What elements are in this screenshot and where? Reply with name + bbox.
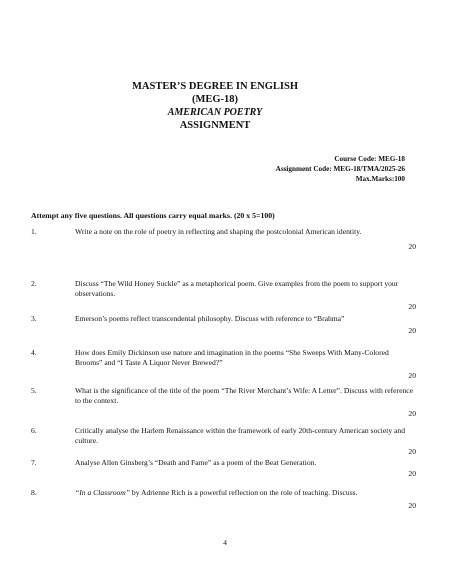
question-number: 4. — [31, 348, 37, 357]
question-item — [31, 279, 416, 314]
assignment-heading: ASSIGNMENT — [179, 120, 251, 131]
question-item — [31, 348, 416, 386]
question-marks: 20 — [408, 447, 416, 456]
question-text: Write a note on the role of poetry in reflecting and shaping the postcolonial American identity. — [75, 227, 362, 236]
question-text: Critically analyse the Harlem Renaissance within the framework of early 20th-century American society and culture. — [75, 426, 405, 445]
question-text — [75, 488, 416, 498]
page-number: 4 — [223, 538, 227, 547]
assignment-code: Assignment Code: MEG-18/TMA/2025-26 — [275, 165, 405, 173]
question-number: 7. — [31, 458, 37, 467]
document-header — [0, 80, 430, 132]
question-number: 3. — [31, 314, 37, 323]
question-text: What is the significance of the title of the poem “The River Merchant’s Wife: A Letter”. Discuss with reference to the context. — [75, 386, 413, 405]
question-number: 5. — [31, 386, 37, 395]
question-item — [31, 386, 416, 426]
question-marks: 20 — [408, 326, 416, 335]
question-number: 6. — [31, 426, 37, 435]
question-list — [31, 227, 416, 528]
question-item — [31, 488, 416, 528]
question-marks: 20 — [408, 409, 416, 418]
question-item — [31, 314, 416, 348]
course-code: Course Code: MEG-18 — [334, 155, 405, 163]
course-title: AMERICAN POETRY — [167, 107, 263, 118]
question-marks: 20 — [408, 501, 416, 510]
instructions: Attempt any five questions. All questions carry equal marks. (20 x 5=100) — [31, 211, 275, 220]
question-marks: 20 — [408, 371, 416, 380]
question-text: How does Emily Dickinson use nature and imagination in the poems “She Sweeps With Many-Colored Brooms” and “I Taste A Liquor Never Brewed?” — [75, 348, 389, 367]
course-code-heading: (MEG-18) — [191, 94, 239, 105]
question-item — [31, 426, 416, 458]
program-title: MASTER’S DEGREE IN ENGLISH — [132, 81, 298, 92]
question-text: Analyse Allen Ginsberg’s “Death and Fame” as a poem of the Beat Generation. — [75, 458, 317, 467]
question-item — [31, 458, 416, 488]
question-number: 2. — [31, 279, 37, 288]
question-number: 8. — [31, 488, 37, 497]
question-text: Emerson’s poems reflect transcendental philosophy. Discuss with reference to “Brahma” — [75, 314, 345, 323]
poem-title-italic: “In a Classroom” — [75, 488, 130, 497]
question-item — [31, 227, 416, 279]
question-marks: 20 — [408, 302, 416, 311]
question-marks: 20 — [408, 469, 416, 478]
question-text-rest: by Adrienne Rich is a powerful reflection on the role of teaching. Discuss. — [130, 488, 358, 497]
question-number: 1. — [31, 227, 37, 236]
max-marks: Max.Marks:100 — [355, 175, 405, 183]
code-block — [276, 154, 405, 184]
question-text: Discuss “The Wild Honey Suckle” as a metaphorical poem. Give examples from the poem to support your observations. — [75, 279, 399, 298]
question-marks: 20 — [408, 242, 416, 251]
